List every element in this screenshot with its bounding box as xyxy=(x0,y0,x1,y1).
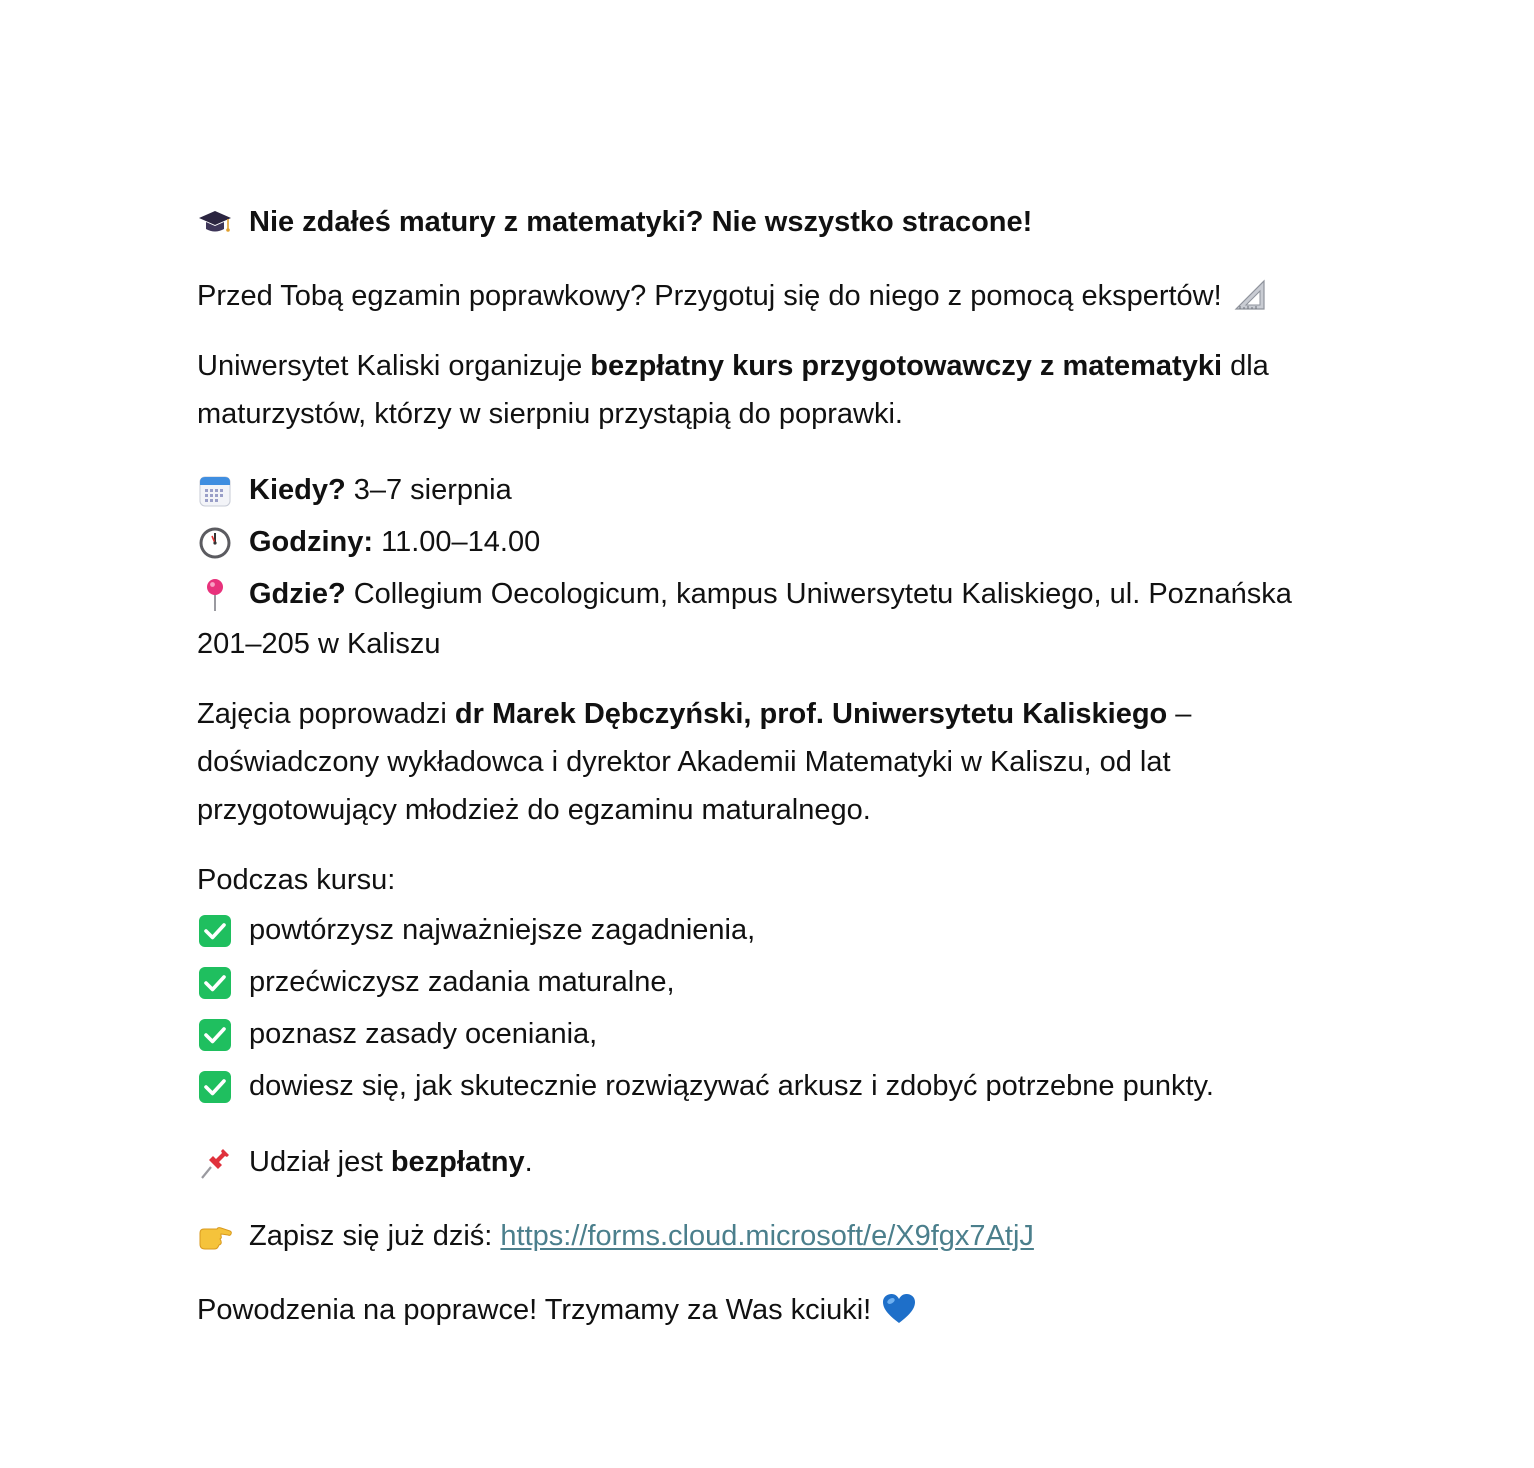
when-label: Kiedy? xyxy=(249,474,346,506)
where-value-2: 201–205 w Kaliszu xyxy=(197,628,441,660)
participation-bold: bezpłatny xyxy=(390,1146,525,1178)
clock-icon xyxy=(197,525,237,557)
participation-line: Udział jest bezpłatny. xyxy=(197,1138,1417,1186)
course-line-2: maturzystów, którzy w sierpniu przystąpią do poprawki. xyxy=(197,398,903,430)
closing-line xyxy=(197,1286,1417,1334)
pointing-right-hand-icon xyxy=(197,1219,237,1251)
checklist-item-text: przećwiczysz zadania maturalne, xyxy=(249,966,675,998)
where-label: Gdzie? xyxy=(249,578,346,610)
checklist-item xyxy=(197,1060,1417,1112)
details-block xyxy=(197,464,1417,668)
check-mark-button-icon xyxy=(197,913,237,945)
checklist-item-text: poznasz zasady oceniania, xyxy=(249,1018,598,1050)
detail-where xyxy=(197,568,1417,620)
lecturer-name: dr Marek Dębczyński, prof. Uniwersytetu Kaliskiego xyxy=(454,698,1168,730)
intro-text: Przed Tobą egzamin poprawkowy? Przygotuj się do niego z pomocą ekspertów! xyxy=(197,280,1222,312)
hours-value: 11.00–14.00 xyxy=(373,526,541,558)
triangular-ruler-icon xyxy=(1232,277,1272,311)
graduation-cap-icon xyxy=(197,205,237,237)
where-value-1: Collegium Oecologicum, kampus Uniwersytetu Kaliskiego, ul. Poznańska xyxy=(345,578,1292,610)
course-line-1: Uniwersytet Kaliski organizuje bezpłatny kurs przygotowawczy z matematyki dla xyxy=(197,350,1269,382)
hours-label: Godziny: xyxy=(249,526,374,558)
pushpin-round-icon xyxy=(197,577,237,609)
post-content xyxy=(197,198,1417,1334)
checklist-item xyxy=(197,904,1417,956)
checklist-item-text: dowiesz się, jak skutecznie rozwiązywać arkusz i zdobyć potrzebne punkty. xyxy=(249,1070,1214,1102)
signup-link[interactable]: https://forms.cloud.microsoft/e/X9fgx7AtjJ xyxy=(500,1220,1034,1252)
signup-text: Zapisz się już dziś: xyxy=(249,1220,501,1252)
headline xyxy=(197,198,1417,246)
pushpin-icon xyxy=(197,1145,237,1177)
lecturer-paragraph xyxy=(197,690,1417,834)
intro-paragraph xyxy=(197,272,1417,320)
during-heading: Podczas kursu: xyxy=(197,864,396,896)
checklist-item xyxy=(197,956,1417,1008)
checklist-item-text: powtórzysz najważniejsze zagadnienia, xyxy=(249,914,756,946)
during-block xyxy=(197,856,1417,1112)
course-bold: bezpłatny kurs przygotowawczy z matematyki xyxy=(590,350,1223,382)
detail-when xyxy=(197,464,1417,516)
detail-hours xyxy=(197,516,1417,568)
course-paragraph xyxy=(197,342,1417,438)
signup-line xyxy=(197,1212,1417,1260)
closing-text: Powodzenia na poprawce! Trzymamy za Was kciuki! xyxy=(197,1294,872,1326)
during-list xyxy=(197,904,1417,1112)
check-mark-button-icon xyxy=(197,965,237,997)
check-mark-button-icon xyxy=(197,1069,237,1101)
check-mark-button-icon xyxy=(197,1017,237,1049)
headline-text: Nie zdałeś matury z matematyki? Nie wszystko stracone! xyxy=(249,206,1033,238)
calendar-icon xyxy=(197,473,237,505)
lecturer-line-3: przygotowujący młodzież do egzaminu maturalnego. xyxy=(197,794,871,826)
lecturer-line-2: doświadczony wykładowca i dyrektor Akademii Matematyki w Kaliszu, od lat xyxy=(197,746,1171,778)
lecturer-line-1: Zajęcia poprowadzi dr Marek Dębczyński, prof. Uniwersytetu Kaliskiego – xyxy=(197,698,1192,730)
checklist-item xyxy=(197,1008,1417,1060)
when-value: 3–7 sierpnia xyxy=(345,474,512,506)
blue-heart-icon xyxy=(881,1291,921,1325)
